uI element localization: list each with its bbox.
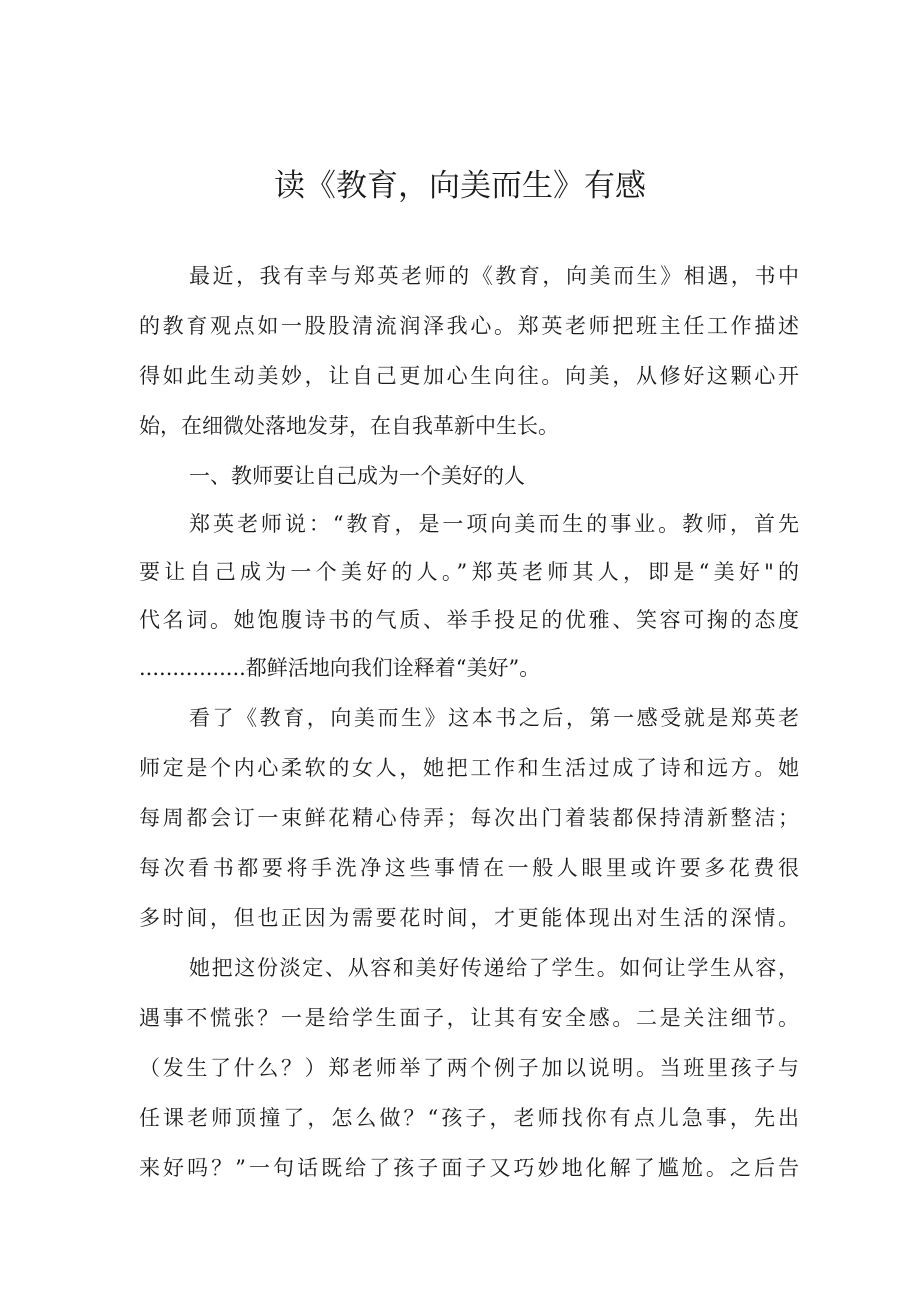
paragraph-line: 始，在细微处落地发芽，在自我革新中生长。 xyxy=(139,414,559,438)
section-heading: 一、教师要让自己成为一个美好的人 xyxy=(189,464,525,488)
paragraph-line: 师定是个内心柔软的女人，她把工作和生活过成了诗和远方。她 xyxy=(139,756,799,780)
paragraph-line: 每次看书都要将手洗净这些事情在一般人眼里或许要多花费很 xyxy=(139,856,799,880)
paragraph-line: ................都鲜活地向我们诠释着“美好”。 xyxy=(139,656,541,680)
paragraph-line: 每周都会订一束鲜花精心侍弄；每次出门着装都保持清新整洁； xyxy=(139,806,799,830)
paragraph-line: 郑英老师说：“教育，是一项向美而生的事业。教师，首先 xyxy=(189,512,799,536)
paragraph-line: 要让自己成为一个美好的人。”郑英老师其人，即是“美好"的 xyxy=(139,560,799,584)
paragraph-line: 看了《教育，向美而生》这本书之后，第一感受就是郑英老 xyxy=(189,706,799,730)
paragraph-line: 来好吗？”一句话既给了孩子面子又巧妙地化解了尴尬。之后告 xyxy=(139,1156,799,1180)
paragraph-line: 她把这份淡定、从容和美好传递给了学生。如何让学生从容， xyxy=(189,956,799,980)
paragraph-line: 最近，我有幸与郑英老师的《教育，向美而生》相遇，书中 xyxy=(189,264,799,288)
paragraph-line: （发生了什么？）郑老师举了两个例子加以说明。当班里孩子与 xyxy=(139,1056,799,1080)
paragraph-line: 的教育观点如一股股清流润泽我心。郑英老师把班主任工作描述 xyxy=(139,314,799,338)
paragraph-line: 得如此生动美妙，让自己更加心生向往。向美，从修好这颗心开 xyxy=(139,364,799,388)
paragraph-line: 多时间，但也正因为需要花时间，才更能体现出对生活的深情。 xyxy=(139,906,799,930)
paragraph-line: 代名词。她饱腹诗书的气质、举手投足的优雅、笑容可掬的态度 xyxy=(139,608,799,632)
document-title: 读《教育，向美而生》有感 xyxy=(274,168,646,204)
paragraph-line: 任课老师顶撞了，怎么做？“孩子，老师找你有点儿急事，先出 xyxy=(139,1106,799,1130)
paragraph-line: 遇事不慌张？一是给学生面子，让其有安全感。二是关注细节。 xyxy=(139,1006,799,1030)
